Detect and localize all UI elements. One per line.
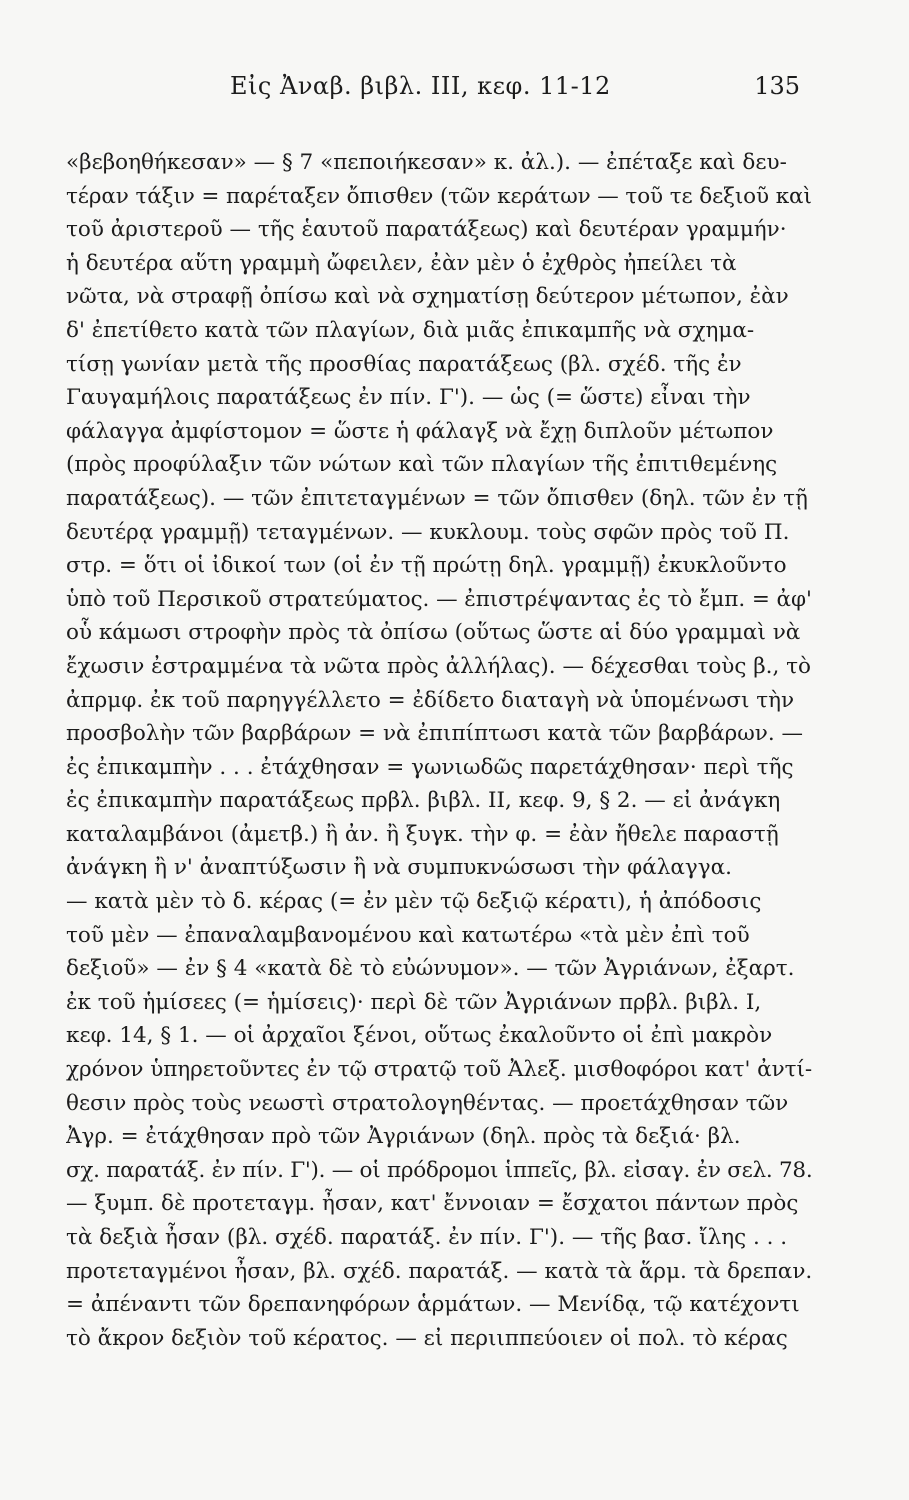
text-line: νῶτα, νὰ στραφῇ ὀπίσω καὶ νὰ σχηματίσῃ δεύτερον μέτωπον, ἐὰν: [66, 284, 789, 310]
page-number: 135: [754, 72, 800, 100]
text-line: σχ. παρατάξ. ἐν πίν. Γ'). — οἱ πρόδρομοι ἱππεῖς, βλ. εἰσαγ. ἐν σελ. 78.: [66, 1157, 812, 1183]
text-line: χρόνον ὑπηρετοῦντες ἐν τῷ στρατῷ τοῦ Ἀλεξ. μισθοφόροι κατ' ἀντί-: [66, 1057, 812, 1083]
text-line: Γαυγαμήλοις παρατάξεως ἐν πίν. Γ'). — ὡς (= ὥστε) εἶναι τὴν: [66, 385, 751, 411]
text-line: ἡ δευτέρα αὕτη γραμμὴ ὤφειλεν, ἐὰν μὲν ὁ ἐχθρὸς ἠπείλει τὰ: [66, 250, 737, 276]
text-line: δεξιοῦ» — ἐν § 4 «κατὰ δὲ τὸ εὐώνυμον». — τῶν Ἀγριάνων, ἐξαρτ.: [66, 956, 795, 982]
text-line: τὰ δεξιὰ ἦσαν (βλ. σχέδ. παρατάξ. ἐν πίν. Γ'). — τῆς βασ. ἴλης . . .: [66, 1225, 788, 1250]
text-line: ἐς ἐπικαμπὴν παρατάξεως πρβλ. βιβλ. II, κεφ. 9, § 2. — εἰ ἀνάγκη: [66, 788, 781, 814]
text-line: στρ. = ὅτι οἱ ἰδικοί των (οἱ ἐν τῇ πρώτῃ δηλ. γραμμῇ) ἐκυκλοῦντο: [66, 553, 787, 579]
text-line: — ξυμπ. δὲ προτεταγμ. ἦσαν, κατ' ἔννοιαν = ἔσχατοι πάντων πρὸς: [66, 1191, 799, 1217]
text-line: ἔχωσιν ἐστραμμένα τὰ νῶτα πρὸς ἀλλήλας). — δέχεσθαι τοὺς β., τὸ: [66, 653, 812, 679]
text-line: Ἀγρ. = ἐτάχθησαν πρὸ τῶν Ἀγριάνων (δηλ. πρὸς τὰ δεξιά· βλ.: [66, 1124, 741, 1150]
commentary-text: [66, 146, 812, 1355]
text-line: κεφ. 14, § 1. — οἱ ἀρχαῖοι ξένοι, οὕτως ἐκαλοῦντο οἱ ἐπὶ μακρὸν: [66, 1023, 773, 1049]
text-line: τέραν τάξιν = παρέταξεν ὄπισθεν (τῶν κεράτων — τοῦ τε δεξιοῦ καὶ: [66, 183, 812, 209]
text-line: — κατὰ μὲν τὸ δ. κέρας (= ἐν μὲν τῷ δεξιῷ κέρατι), ἡ ἀπόδοσις: [66, 889, 762, 915]
text-line: ἀνάγκη ἢ ν' ἀναπτύξωσιν ἢ νὰ συμπυκνώσωσι τὴν φάλαγγα.: [66, 855, 732, 881]
page-header: [60, 72, 800, 106]
text-line: φάλαγγα ἀμφίστομον = ὥστε ἡ φάλαγξ νὰ ἔχῃ διπλοῦν μέτωπον: [66, 418, 774, 444]
text-line: παρατάξεως). — τῶν ἐπιτεταγμένων = τῶν ὄπισθεν (δηλ. τῶν ἐν τῇ: [66, 485, 808, 511]
text-line: δ' ἐπετίθετο κατὰ τῶν πλαγίων, διὰ μιᾶς ἐπικαμπῆς νὰ σχημα-: [66, 317, 755, 343]
text-line: ἐκ τοῦ ἡμίσεες (= ἡμίσεις)· περὶ δὲ τῶν Ἀγριάνων πρβλ. βιβλ. I,: [66, 989, 762, 1015]
text-line: καταλαμβάνοι (ἀμετβ.) ἢ ἀν. ἢ ξυγκ. τὴν φ. = ἐὰν ἤθελε παραστῇ: [66, 821, 779, 847]
text-line: οὗ κάμωσι στροφὴν πρὸς τὰ ὀπίσω (οὕτως ὥστε αἱ δύο γραμμαὶ νὰ: [66, 620, 801, 646]
text-line: (πρὸς προφύλαξιν τῶν νώτων καὶ τῶν πλαγίων τῆς ἐπιτιθεμένης: [66, 452, 778, 478]
text-line: = ἀπέναντι τῶν δρεπανηφόρων ἁρμάτων. — Μενίδᾳ, τῷ κατέχοντι: [66, 1292, 800, 1318]
text-line: «βεβοηθήκεσαν» — § 7 «πεποιήκεσαν» κ. ἀλ.). — ἐπέταξε καὶ δευ-: [66, 150, 787, 175]
text-line: ὑπὸ τοῦ Περσικοῦ στρατεύματος. — ἐπιστρέψαντας ἐς τὸ ἔμπ. = ἀφ': [66, 586, 812, 612]
text-line: προτεταγμένοι ἦσαν, βλ. σχέδ. παρατάξ. — κατὰ τὰ ἅρμ. τὰ δρεπαν.: [66, 1258, 812, 1284]
text-line: τοῦ ἀριστεροῦ — τῆς ἑαυτοῦ παρατάξεως) καὶ δευτέραν γραμμήν·: [66, 217, 787, 243]
running-head: Εἰς Ἀναβ. βιβλ. III, κεφ. 11-12: [230, 72, 611, 100]
text-line: δευτέρᾳ γραμμῇ) τεταγμένων. — κυκλουμ. τοὺς σφῶν πρὸς τοῦ Π.: [66, 519, 790, 545]
text-line: ἀπρμφ. ἐκ τοῦ παρηγγέλλετο = ἐδίδετο διαταγὴ νὰ ὑπομένωσι τὴν: [66, 687, 795, 713]
text-line: θεσιν πρὸς τοὺς νεωστὶ στρατολογηθέντας. — προετάχθησαν τῶν: [66, 1090, 789, 1116]
text-line: ἐς ἐπικαμπὴν . . . ἐτάχθησαν = γωνιωδῶς παρετάχθησαν· περὶ τῆς: [66, 754, 794, 780]
text-line: τίσῃ γωνίαν μετὰ τῆς προσθίας παρατάξεως (βλ. σχέδ. τῆς ἐν: [66, 351, 742, 377]
text-line: τοῦ μὲν — ἐπαναλαμβανομένου καὶ κατωτέρω «τὰ μὲν ἐπὶ τοῦ: [66, 922, 750, 948]
text-line: τὸ ἄκρον δεξιὸν τοῦ κέρατος. — εἰ περιιππεύοιεν οἱ πολ. τὸ κέρας: [66, 1325, 788, 1351]
text-line: προσβολὴν τῶν βαρβάρων = νὰ ἐπιπίπτωσι κατὰ τῶν βαρβάρων. —: [66, 721, 804, 747]
